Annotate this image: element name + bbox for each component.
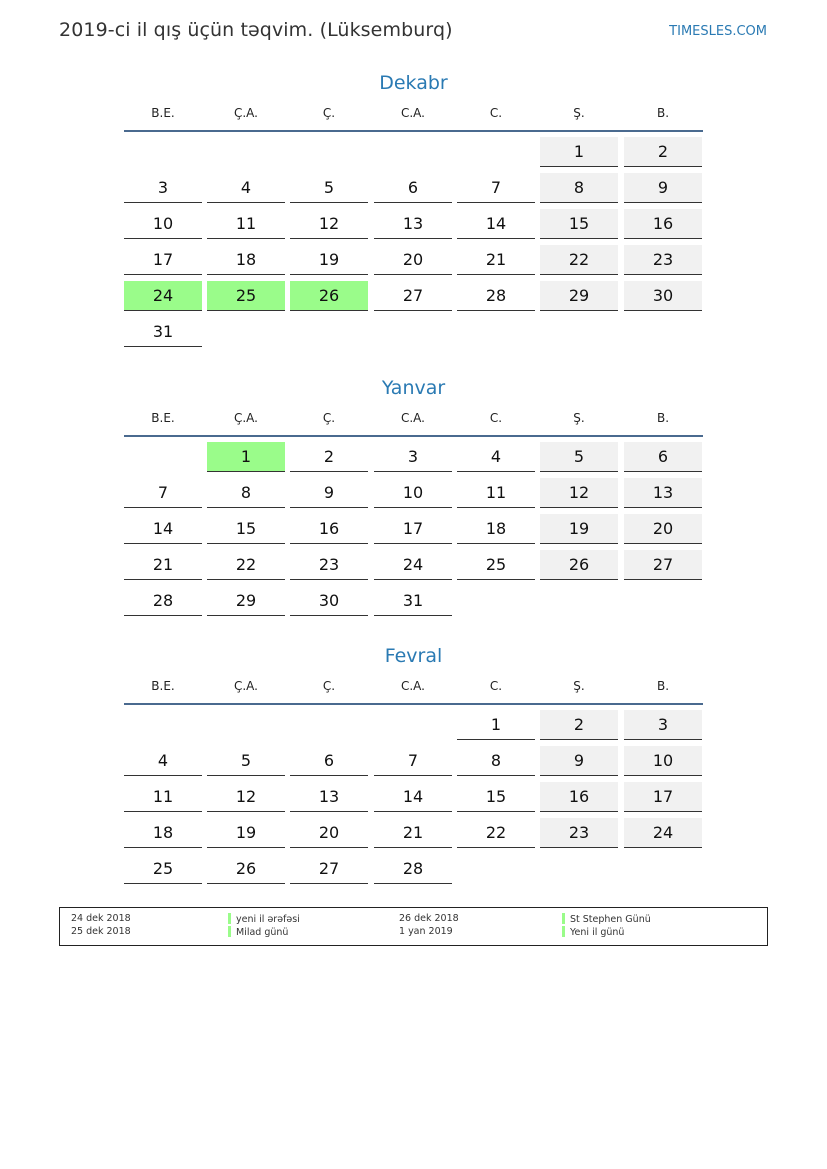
weekday-label: C.A. <box>400 679 425 693</box>
holiday-marker <box>228 913 231 924</box>
day-cell[interactable]: 19 <box>207 818 285 848</box>
header-divider <box>124 435 703 437</box>
weekday-label: B.E. <box>151 106 175 120</box>
day-cell[interactable]: 10 <box>124 209 202 239</box>
weekday-header <box>124 411 703 435</box>
month-grid <box>124 710 703 890</box>
month-grid <box>124 442 703 622</box>
legend-holiday <box>562 926 624 938</box>
day-cell[interactable]: 24 <box>124 281 202 311</box>
page-title: 2019-ci il qış üçün təqvim. (Lüksemburq) <box>59 19 453 41</box>
day-cell[interactable]: 7 <box>124 478 202 508</box>
weekday-header <box>124 679 703 703</box>
day-cell[interactable]: 25 <box>457 550 535 580</box>
day-cell[interactable]: 4 <box>124 746 202 776</box>
weekday-header <box>124 106 703 130</box>
weekday-label: B. <box>656 679 670 693</box>
holiday-marker <box>562 926 565 937</box>
day-cell[interactable]: 22 <box>457 818 535 848</box>
day-cell[interactable]: 12 <box>290 209 368 239</box>
day-cell[interactable]: 29 <box>540 281 618 311</box>
day-cell[interactable]: 10 <box>624 746 702 776</box>
weekday-label: B.E. <box>151 679 175 693</box>
weekday-label: B. <box>656 411 670 425</box>
legend-holiday-name: Milad günü <box>236 927 289 938</box>
day-cell[interactable]: 22 <box>207 550 285 580</box>
legend-date: 1 yan 2019 <box>399 926 453 937</box>
day-cell[interactable]: 12 <box>540 478 618 508</box>
day-cell[interactable]: 17 <box>624 782 702 812</box>
day-cell[interactable]: 3 <box>374 442 452 472</box>
day-cell[interactable]: 2 <box>540 710 618 740</box>
day-cell[interactable]: 18 <box>124 818 202 848</box>
day-cell[interactable]: 27 <box>290 854 368 884</box>
day-cell[interactable]: 16 <box>290 514 368 544</box>
day-cell[interactable]: 30 <box>290 586 368 616</box>
day-cell[interactable]: 13 <box>374 209 452 239</box>
legend-holiday <box>562 913 651 925</box>
holiday-legend <box>59 907 768 946</box>
legend-date: 26 dek 2018 <box>399 913 459 924</box>
day-cell[interactable]: 7 <box>457 173 535 203</box>
day-cell[interactable]: 25 <box>207 281 285 311</box>
weekday-label: C. <box>489 679 503 693</box>
day-cell[interactable]: 26 <box>290 281 368 311</box>
day-cell[interactable]: 16 <box>624 209 702 239</box>
day-cell[interactable]: 31 <box>374 586 452 616</box>
day-cell[interactable]: 27 <box>624 550 702 580</box>
day-cell[interactable]: 20 <box>290 818 368 848</box>
day-cell[interactable]: 5 <box>540 442 618 472</box>
weekday-label: Ç.A. <box>233 411 258 425</box>
month-name: Fevral <box>384 645 443 667</box>
day-cell[interactable]: 28 <box>374 854 452 884</box>
day-cell[interactable]: 17 <box>124 245 202 275</box>
day-cell[interactable]: 8 <box>457 746 535 776</box>
day-cell[interactable]: 6 <box>624 442 702 472</box>
day-cell[interactable]: 4 <box>457 442 535 472</box>
weekday-label: B. <box>656 106 670 120</box>
header-divider <box>124 130 703 132</box>
day-cell[interactable]: 1 <box>457 710 535 740</box>
month-name: Yanvar <box>381 377 446 399</box>
day-cell[interactable]: 24 <box>374 550 452 580</box>
weekday-label: C. <box>489 106 503 120</box>
day-cell[interactable]: 4 <box>207 173 285 203</box>
day-cell[interactable]: 20 <box>374 245 452 275</box>
day-cell[interactable]: 30 <box>624 281 702 311</box>
legend-date: 24 dek 2018 <box>71 913 131 924</box>
holiday-marker <box>562 913 565 924</box>
day-cell[interactable]: 17 <box>374 514 452 544</box>
day-cell[interactable]: 11 <box>207 209 285 239</box>
day-cell[interactable]: 15 <box>457 782 535 812</box>
weekday-label: C. <box>489 411 503 425</box>
month-0 <box>124 70 703 353</box>
day-cell[interactable]: 13 <box>624 478 702 508</box>
month-1 <box>124 375 703 622</box>
day-cell[interactable]: 21 <box>374 818 452 848</box>
day-cell[interactable]: 11 <box>457 478 535 508</box>
day-cell[interactable]: 6 <box>374 173 452 203</box>
legend-holiday <box>228 913 300 925</box>
day-cell[interactable]: 20 <box>624 514 702 544</box>
day-cell[interactable]: 7 <box>374 746 452 776</box>
weekday-label: B.E. <box>151 411 175 425</box>
day-cell[interactable]: 16 <box>540 782 618 812</box>
holiday-marker <box>228 926 231 937</box>
day-cell[interactable]: 21 <box>124 550 202 580</box>
day-cell[interactable]: 9 <box>540 746 618 776</box>
weekday-label: Ş. <box>573 411 585 425</box>
day-cell[interactable]: 3 <box>624 710 702 740</box>
day-cell[interactable]: 8 <box>540 173 618 203</box>
day-cell[interactable]: 2 <box>290 442 368 472</box>
day-cell[interactable]: 12 <box>207 782 285 812</box>
weekday-label: C.A. <box>400 411 425 425</box>
day-cell[interactable]: 19 <box>540 514 618 544</box>
day-cell[interactable]: 9 <box>290 478 368 508</box>
site-link[interactable]: TIMESLES.COM <box>669 24 767 39</box>
day-cell[interactable]: 25 <box>124 854 202 884</box>
day-cell[interactable]: 10 <box>374 478 452 508</box>
day-cell[interactable]: 28 <box>457 281 535 311</box>
day-cell[interactable]: 5 <box>290 173 368 203</box>
day-cell[interactable]: 1 <box>540 137 618 167</box>
weekday-label: Ç. <box>322 411 336 425</box>
day-cell[interactable]: 21 <box>457 245 535 275</box>
month-name: Dekabr <box>379 72 448 94</box>
weekday-label: Ç.A. <box>233 106 258 120</box>
day-cell[interactable]: 9 <box>624 173 702 203</box>
day-cell[interactable]: 28 <box>124 586 202 616</box>
day-cell[interactable]: 24 <box>624 818 702 848</box>
day-cell[interactable]: 6 <box>290 746 368 776</box>
month-2 <box>124 643 703 890</box>
day-cell[interactable]: 31 <box>124 317 202 347</box>
legend-holiday-name: Yeni il günü <box>570 927 625 938</box>
day-cell[interactable]: 5 <box>207 746 285 776</box>
header-divider <box>124 703 703 705</box>
day-cell[interactable]: 8 <box>207 478 285 508</box>
legend-holiday-name: yeni il ərəfəsi <box>236 914 300 925</box>
weekday-label: C.A. <box>400 106 425 120</box>
day-cell[interactable]: 2 <box>624 137 702 167</box>
weekday-label: Ş. <box>573 679 585 693</box>
day-cell[interactable]: 22 <box>540 245 618 275</box>
day-cell[interactable]: 15 <box>540 209 618 239</box>
day-cell[interactable]: 26 <box>540 550 618 580</box>
day-cell[interactable]: 23 <box>540 818 618 848</box>
day-cell[interactable]: 11 <box>124 782 202 812</box>
day-cell[interactable]: 27 <box>374 281 452 311</box>
day-cell[interactable]: 29 <box>207 586 285 616</box>
weekday-label: Ç. <box>322 106 336 120</box>
day-cell[interactable]: 14 <box>124 514 202 544</box>
legend-date: 25 dek 2018 <box>71 926 131 937</box>
legend-holiday <box>228 926 288 938</box>
month-grid <box>124 137 703 353</box>
day-cell[interactable]: 15 <box>207 514 285 544</box>
legend-holiday-name: St Stephen Günü <box>570 914 651 925</box>
weekday-label: Ç. <box>322 679 336 693</box>
day-cell[interactable]: 26 <box>207 854 285 884</box>
weekday-label: Ş. <box>573 106 585 120</box>
weekday-label: Ç.A. <box>233 679 258 693</box>
day-cell[interactable]: 13 <box>290 782 368 812</box>
day-cell[interactable]: 23 <box>624 245 702 275</box>
day-cell[interactable]: 14 <box>457 209 535 239</box>
day-cell[interactable]: 14 <box>374 782 452 812</box>
day-cell[interactable]: 23 <box>290 550 368 580</box>
day-cell[interactable]: 18 <box>207 245 285 275</box>
day-cell[interactable]: 19 <box>290 245 368 275</box>
day-cell[interactable]: 1 <box>207 442 285 472</box>
day-cell[interactable]: 18 <box>457 514 535 544</box>
day-cell[interactable]: 3 <box>124 173 202 203</box>
